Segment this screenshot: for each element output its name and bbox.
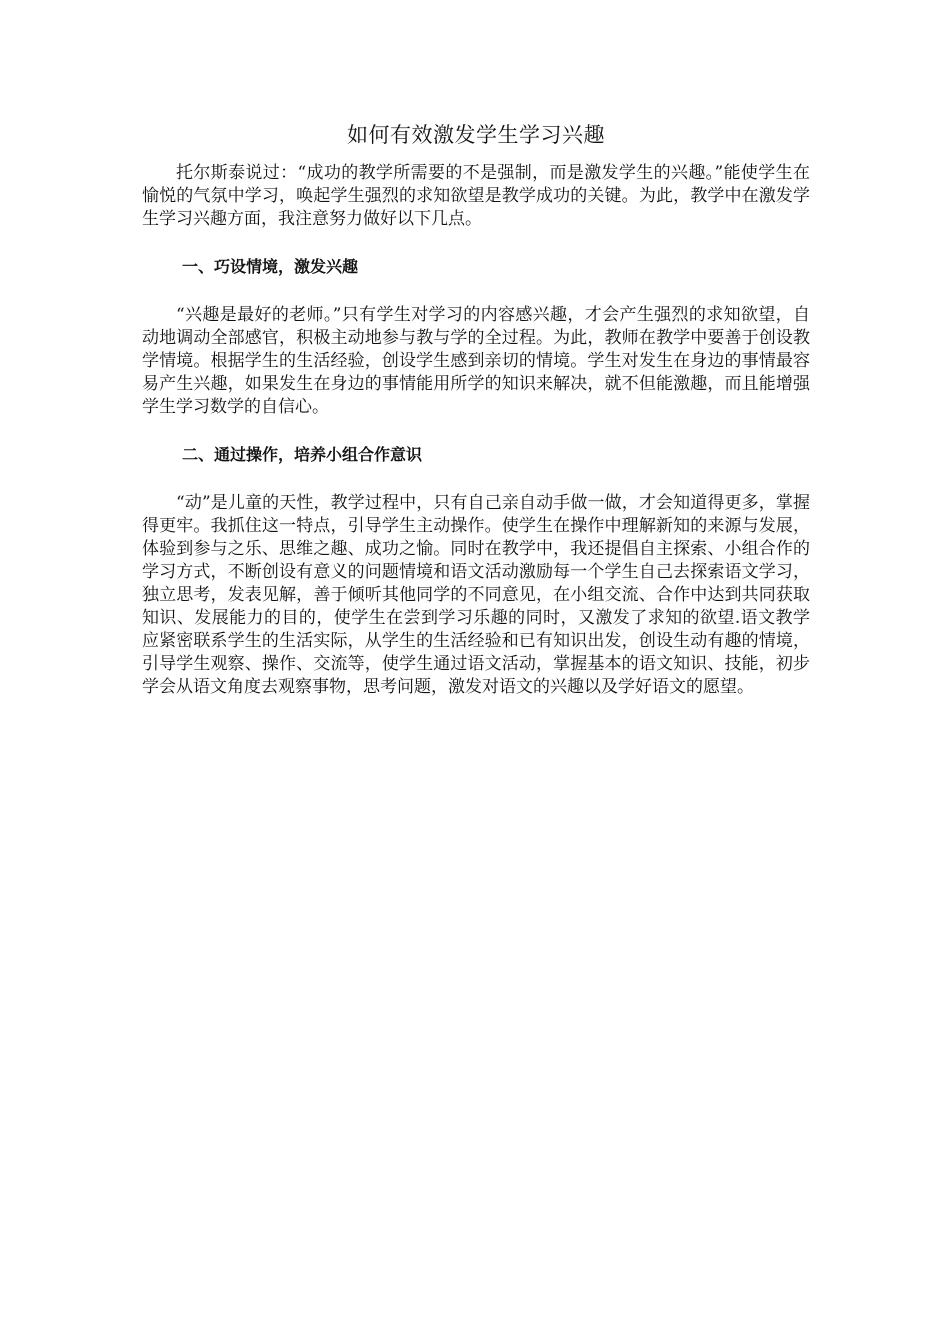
section-heading-1: 一、巧设情境，激发兴趣 [182, 257, 359, 276]
document-title: 如何有效激发学生学习兴趣 [347, 123, 605, 147]
document-content [142, 120, 810, 699]
section-body-2: “动”是儿童的天性，教学过程中，只有自己亲自动手做一做，才会知道得更多，掌握得更牢。我抓住这一特点，引导学生主动操作。使学生在操作中理解新知的来源与发展，体验到参与之乐、思维之趣、成功之愉。同时在教学中，我还提倡自主探索、小组合作的学习方式，不断创设有意义的问题情境和语文活动激励每一个学生自己去探索语文学习，独立思考，发表见解，善于倾听其他同学的不同意见，在小组交流、合作中达到共同获取知识、发展能力的目的，使学生在尝到学习乐趣的同时，又激发了求知的欲望.语文教学应紧密联系学生的生活实际，从学生的生活经验和已有知识出发，创设生动有趣的情境，引导学生观察、操作、交流等，使学生通过语文活动，掌握基本的语文知识、技能，初步学会从语文角度去观察事物，思考问题，激发对语文的兴趣以及学好语文的愿望。 [142, 493, 810, 697]
section-body-1: “兴趣是最好的老师。”只有学生对学习的内容感兴趣，才会产生强烈的求知欲望，自动地调动全部感官，积极主动地参与教与学的全过程。为此，教师在教学中要善于创设教学情境。根据学生的生活经验，创设学生感到亲切的情境。学生对发生在身边的事情最容易产生兴趣，如果发生在身边的事情能用所学的知识来解决，就不但能激趣，而且能增强学生学习数学的自信心。 [142, 305, 810, 417]
section-heading-2: 二、通过操作，培养小组合作意识 [182, 445, 423, 464]
intro-paragraph: 托尔斯泰说过：“成功的教学所需要的不是强制，而是激发学生的兴趣。”能使学生在愉悦的气氛中学习，唤起学生强烈的求知欲望是教学成功的关键。为此，教学中在激发学生学习兴趣方面，我注意努力做好以下几点。 [142, 163, 810, 229]
